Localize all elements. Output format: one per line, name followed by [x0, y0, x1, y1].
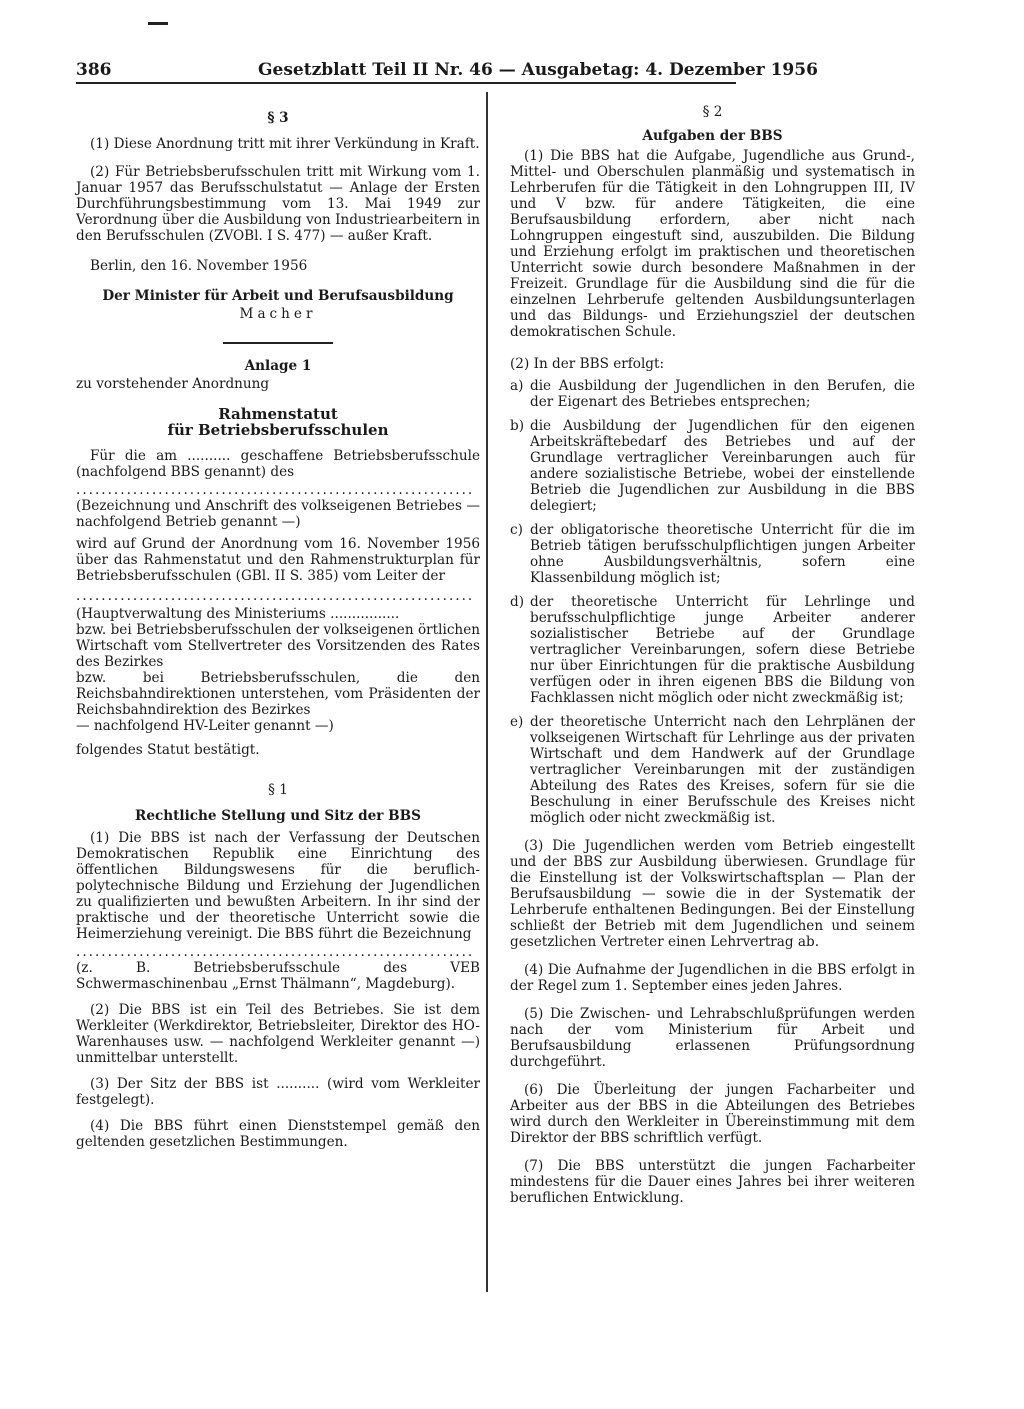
column-divider — [486, 92, 488, 1292]
scan-mark — [148, 22, 168, 25]
section-2-heading: § 2 — [702, 104, 723, 120]
section-2-paragraph-1: (1) Die BBS hat die Aufgabe, Jugendliche aus Grund-, Mittel- und Oberschulen planmäßig und systematisch in Lehrberufen für die Tätigkeit in den Lohngruppen III, IV und V bzw. für andere Tätigkeiten, die eine Berufsausbildung erfordern, aber nicht nach Lohngruppen eingestuft sind, auszubilden. Die Bildung und Erziehung erfolgt im praktischen und theoretischen Unterricht sowie durch besondere Maßnahmen in der Freizeit. Grundlage für die Ausbildung sind die für die einzelnen Lehrberufe geltenden Ausbildungsunterlagen und das Bildungs- und Erziehungsziel der deutschen demokratischen Schule. — [510, 148, 915, 340]
list-item-label: a) — [510, 378, 524, 394]
list-item-a — [510, 378, 915, 410]
list-item-text: die Ausbildung der Jugendlichen in den Berufen, die der Eigenart des Betriebes entsprechen; — [530, 378, 915, 410]
section-1-title: Rechtliche Stellung und Sitz der BBS — [135, 808, 421, 824]
page-header-title: Gesetzblatt Teil II Nr. 46 — Ausgabetag: 4. Dezember 1956 — [258, 60, 818, 80]
anlage-title: Anlage 1 — [244, 358, 312, 374]
section-1-heading: § 1 — [268, 782, 288, 798]
separator-rule — [223, 342, 333, 344]
statute-intro-3: wird auf Grund der Anordnung vom 16. November 1956 über das Rahmenstatut und den Rahmenstrukturplan für Betriebsberufsschulen (GBl. II S. 385) vom Leiter der — [76, 536, 480, 584]
section-2-paragraph-5: (5) Die Zwischen- und Lehrabschlußprüfungen werden nach der vom Ministerium für Arbeit und Berufsausbildung erlassenen Prüfungsordnung durchgeführt. — [510, 1006, 915, 1070]
section-2-paragraph-2: (2) In der BBS erfolgt: — [510, 356, 665, 372]
list-item-text: die Ausbildung der Jugendlichen für den eigenen Arbeitskräftebedarf des Betriebes und auf der Grundlage vertraglicher Vereinbarungen auch für andere sozialistische Betriebe, wobei der einstellende Betrieb die Jugendlichen zur Ausbildung in die BBS delegiert; — [530, 418, 915, 514]
right-column — [510, 104, 915, 1206]
section-3-heading: § 3 — [267, 110, 289, 126]
blank-line-1: ............................................................... — [76, 482, 475, 498]
minister-title: Der Minister für Arbeit und Berufsausbildung — [102, 288, 454, 304]
section-2-paragraph-6: (6) Die Überleitung der jungen Facharbeiter und Arbeiter aus der BBS in die Abteilungen des Betriebes wird durch den Werkleiter in Übereinstimmung mit dem Direktor der BBS schriftlich verfügt. — [510, 1082, 915, 1146]
statute-intro-4-line-1: (Hauptverwaltung des Ministeriums ................ — [76, 606, 400, 622]
list-item-text: der obligatorische theoretische Unterricht für die im Betrieb tätigen berufsschulpflichtigen jungen Arbeiter ohne Ausbildungsverhältnis, sofern eine Klassenbildung möglich ist; — [530, 522, 915, 586]
section-1-paragraph-2: (2) Die BBS ist ein Teil des Betriebes. Sie ist dem Werkleiter (Werkdirektor, Betriebsleiter, Direktor des HO-Warenhauses usw. — nachfolgend Werkleiter genannt —) unmittelbar unterstellt. — [76, 1002, 480, 1066]
statute-intro-4-line-2: bzw. bei Betriebsberufsschulen der volkseigenen örtlichen Wirtschaft vom Stellvertreter des Vorsitzenden des Rates des Bezirkes — [76, 622, 480, 670]
anlage-subtitle: zu vorstehender Anordnung — [76, 376, 270, 392]
list-item-label: c) — [510, 522, 523, 538]
statute-intro-1: Für die am .......... geschaffene Betriebsberufsschule (nachfolgend BBS genannt) des — [76, 448, 480, 480]
statute-intro-4-line-3: bzw. bei Betriebsberufsschulen, die den Reichsbahndirektionen unterstehen, vom Präsidenten der Reichsbahndirektion des Bezirkes — [76, 670, 480, 718]
section-2-paragraph-7: (7) Die BBS unterstützt die jungen Facharbeiter mindestens für die Dauer eines Jahres bei ihrer weiteren beruflichen Entwicklung. — [510, 1158, 915, 1206]
section-1-paragraph-1b: (z. B. Betriebsberufsschule des VEB Schwermaschinenbau „Ernst Thälmann“, Magdeburg). — [76, 960, 480, 992]
blank-line-3: ............................................................... — [76, 944, 475, 960]
list-item-c — [510, 522, 915, 586]
section-2-paragraph-3: (3) Die Jugendlichen werden vom Betrieb eingestellt und der BBS zur Ausbildung überwiesen. Grundlage für die Einstellung ist der Volkswirtschaftsplan — Plan der Berufsausbildung — sowie die in der Systematik der Lehrberufe enthaltenen Bedingungen. Bei der Einstellung schließt der Betrieb mit dem Jugendlichen und seinem gesetzlichen Vertreter einen Lehrvertrag ab. — [510, 838, 915, 950]
list-item-text: der theoretische Unterricht für Lehrlinge und berufsschulpflichtige junge Arbeiter anderer sozialistischer Betriebe auf der Grundlage vertraglicher Vereinbarungen, sofern diese Betriebe nur über Einrichtungen für die praktische Ausbildung verfügen oder in ihren eigenen BBS die Bildung von Fachklassen nicht möglich oder nicht zweckmäßig ist; — [530, 594, 915, 706]
signature-name: Macher — [239, 306, 317, 322]
left-column — [76, 110, 480, 1150]
section-1-paragraph-4: (4) Die BBS führt einen Dienststempel gemäß den geltenden gesetzlichen Bestimmungen. — [76, 1118, 480, 1150]
statute-intro-4-line-4: — nachfolgend HV-Leiter genannt —) — [76, 718, 334, 734]
statute-intro-5: folgendes Statut bestätigt. — [76, 742, 260, 758]
section-3-paragraph-2: (2) Für Betriebsberufsschulen tritt mit Wirkung vom 1. Januar 1957 das Berufsschulstatut — Anlage der Ersten Durchführungsbestimmung vom 13. Mai 1949 zur Verordnung über die Ausbildung von Industriearbeitern in den Berufsschulen (ZVOBl. I S. 477) — außer Kraft. — [76, 164, 480, 244]
blank-line-2: ............................................................... — [76, 588, 475, 604]
section-1-paragraph-1: (1) Die BBS ist nach der Verfassung der Deutschen Demokratischen Republik eine Einrichtung des öffentlichen Bildungswesens für die beruflich-polytechnische Bildung und Erziehung der Jugendlichen zu qualifizierten und bewußten Arbeitern. In ihr sind der praktische und der theoretische Unterricht sowie die Heimerziehung vereinigt. Die BBS führt die Bezeichnung — [76, 830, 480, 942]
section-3-paragraph-1: (1) Diese Anordnung tritt mit ihrer Verkündung in Kraft. — [90, 136, 480, 152]
place-date: Berlin, den 16. November 1956 — [90, 258, 308, 274]
section-2-paragraph-4: (4) Die Aufnahme der Jugendlichen in die BBS erfolgt in der Regel zum 1. September eines jeden Jahres. — [510, 962, 915, 994]
section-1-paragraph-3: (3) Der Sitz der BBS ist .......... (wird vom Werkleiter festgelegt). — [76, 1076, 480, 1108]
list-item-label: b) — [510, 418, 525, 434]
list-item-b — [510, 418, 915, 514]
list-item-text: der theoretische Unterricht nach den Lehrplänen der volkseigenen Wirtschaft für Lehrlinge aus der privaten Wirtschaft und dem Handwerk auf der Grundlage vertraglicher Vereinbarungen mit der zuständigen Abteilung des Rates des Kreises, sofern für sie die Beschulung in einer Berufsschule des Kreises nicht möglich oder nicht zweckmäßig ist. — [530, 714, 915, 826]
statute-intro-2: (Bezeichnung und Anschrift des volkseigenen Betriebes — nachfolgend Betrieb genannt —) — [76, 498, 480, 530]
list-item-e — [510, 714, 915, 826]
statute-title-1: Rahmenstatut — [218, 405, 338, 423]
list-item-label: d) — [510, 594, 525, 610]
section-2-title: Aufgaben der BBS — [642, 128, 783, 144]
page-number: 386 — [76, 60, 112, 80]
header-rule — [76, 82, 736, 84]
statute-title-2: für Betriebsberufsschulen — [167, 421, 389, 439]
list-item-label: e) — [510, 714, 524, 730]
list-item-d — [510, 594, 915, 706]
